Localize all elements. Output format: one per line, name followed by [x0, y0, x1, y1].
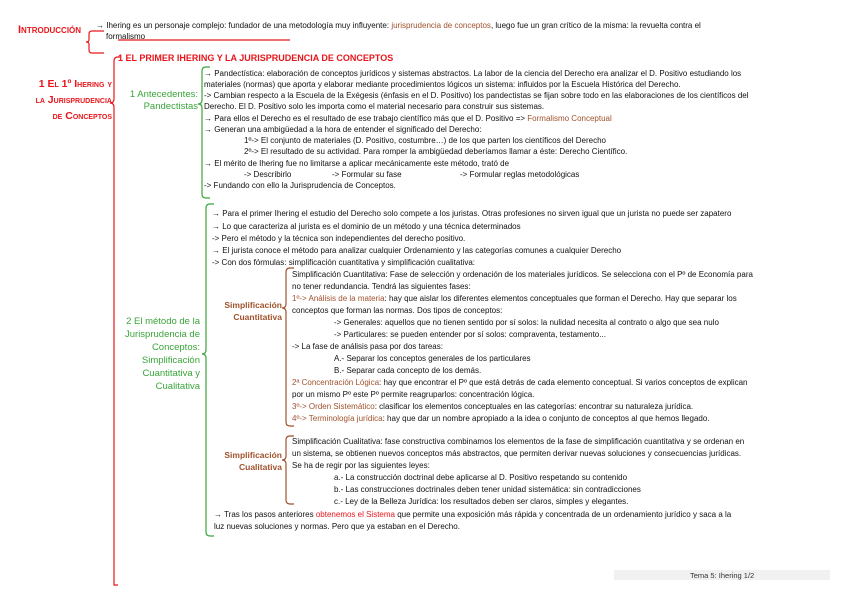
cualitativa-line: Simplificación Cualitativa: fase constructiva combinamos los elementos de la fase de simplificación cuantitativa y se ordenan en: [292, 437, 745, 446]
intro-highlight: jurisprudencia de conceptos: [391, 21, 491, 30]
section1-title-2: la Jurisprudencia: [35, 94, 112, 106]
cuantitativa-step-4: [292, 414, 710, 424]
antecedentes-line: Derecho. El D. Positivo solo les importa como el material necesario para construir sus sistemas.: [204, 102, 545, 111]
cuantitativa-line: -> Generales: aquellos que no tienen sentido por sí solos: la nulidad necesita al contrato o algo que sea nulo: [334, 318, 719, 327]
intro-line-2: formalismo: [106, 32, 146, 41]
closing-text-post: que permite una exposición más rápida y concentrada de un ordenamiento jurídico y saca a la: [397, 510, 732, 519]
cuantitativa-label-2: Cuantitativa: [233, 312, 282, 322]
cuantitativa-line: por un mismo Pº este Pº permite reagruparlos: concentración lógica.: [292, 390, 535, 399]
antecedentes-line: -> Formular su fase: [332, 170, 402, 179]
intro-bracket: [86, 31, 104, 53]
metodo-line: -> Con dos fórmulas: simplificación cuantitativa y simplificación cualitativa:: [212, 258, 475, 267]
closing-line-2: luz nuevas soluciones y normas. Pero que ya estaban en el Derecho.: [214, 522, 460, 531]
metodo-label-4: Simplificación: [141, 355, 200, 366]
cualitativa-line: Se ha de regir por las siguientes leyes:: [292, 461, 430, 470]
metodo-line: → Lo que caracteriza al jurista es el dominio de un método y una técnica determinados: [212, 222, 521, 231]
intro-text-post: , luego fue un gran crítico de la misma: la revuelta contra el: [490, 21, 701, 30]
metodo-label-6: Cualitativa: [155, 381, 200, 392]
metodo-label-3: Conceptos:: [151, 342, 200, 353]
metodo-line: → El jurista conoce el método para analizar cualquier Ordenamiento y las categorías comunes a cualquier Derecho: [212, 246, 622, 255]
antecedentes-line: → El mérito de Ihering fue no limitarse a aplicar mecánicamente este método, trató de: [204, 159, 510, 168]
section1-title-3: de Conceptos: [52, 110, 112, 122]
footer-label: Tema 5: Ihering 1/2: [690, 571, 755, 580]
cuantitativa-line: Simplificación Cuantitativa: Fase de selección y ordenación de los materiales jurídicos. Se selecciona con el Pº de Economía para: [292, 270, 753, 279]
antecedentes-line: 2º-> El resultado de su actividad. Para romper la ambigüedad deberíamos llamar a éste: Derecho Científico.: [244, 147, 628, 156]
cuantitativa-step-3: [292, 402, 693, 412]
cualitativa-label-2: Cualitativa: [239, 462, 282, 472]
antecedentes-line: → Pandectística: elaboración de conceptos jurídicos y sistemas abstractos. La labor de la ciencia del Derecho era analizar el D. Positivo estudiando los: [204, 69, 742, 78]
step-label: 4º-> Terminología jurídica: [292, 414, 383, 423]
closing-highlight: obtenemos el Sistema: [315, 510, 395, 519]
antecedentes-line: -> Describirlo: [244, 170, 292, 179]
intro-text: → Ihering es un personaje complejo: fundador de una metodología muy influyente:: [96, 21, 390, 30]
intro-label: Introducción: [18, 24, 82, 36]
formalismo-highlight: Formalismo Conceptual: [527, 114, 612, 123]
closing-line-1: [214, 510, 731, 520]
step-label: 1º-> Análisis de la materia: [292, 294, 385, 303]
cualitativa-line: a.- La construcción doctrinal debe aplicarse al D. Positivo respetando su contenido: [334, 473, 628, 482]
antecedentes-line: -> Cambian respecto a la Escuela de la Exégesis (énfasis en el D. Positivo) los pandectistas se fijan sobre todo en las elaboraciones de los científicos del: [204, 91, 749, 100]
metodo-line: -> Pero el método y la técnica son independientes del derecho positivo.: [212, 234, 466, 243]
metodo-line: → Para el primer Ihering el estudio del Derecho solo compete a los juristas. Otras profesiones no sirven igual que un jurista no puede ser zapatero: [212, 209, 732, 218]
section1-title-1: 1 El 1º Ihering y: [38, 78, 112, 90]
cuantitativa-line: no tener redundancia. Tendrá las siguientes fases:: [292, 282, 471, 291]
antecedentes-line: materiales (normas) que aporta y elaborar mediante procedimientos lógicos un sistema: influidos por la Escuela Histórica del Derecho.: [204, 80, 681, 89]
cualitativa-line: c.- Ley de la Belleza Jurídica: los resultados deben ser claros, simples y elegantes.: [334, 497, 629, 506]
cuantitativa-line: A.- Separar los conceptos generales de los particulares: [334, 354, 531, 363]
step-text: : hay que encontrar el Pº que está detrás de cada elemento conceptual. Si varios conceptos de explican: [379, 378, 748, 387]
cuantitativa-step-1: [292, 294, 737, 304]
antecedentes-label-1: 1 Antecedentes:: [129, 89, 198, 100]
antecedentes-line-formalismo: [204, 114, 612, 124]
cualitativa-label-1: Simplificación: [224, 450, 282, 460]
antecedentes-line: -> Formular reglas metodológicas: [460, 170, 580, 179]
closing-text: → Tras los pasos anteriores: [214, 510, 314, 519]
metodo-label-1: 2 El método de la: [126, 316, 200, 327]
cuantitativa-line: -> Particulares: se pueden entender por sí solos: compraventa, testamento...: [334, 330, 606, 339]
antecedentes-line: 1º-> El conjunto de materiales (D. Positivo, costumbre…) de los que parten los científicos del Derecho: [244, 136, 606, 145]
antecedentes-line: -> Fundando con ello la Jurisprudencia de Conceptos.: [204, 181, 396, 190]
step-text: : clasificar los elementos conceptuales en las categorías: encontrar su naturaleza jurídica.: [374, 402, 694, 411]
antecedentes-text: → Para ellos el Derecho es el resultado de ese trabajo científico más que el D. Positivo =>: [204, 114, 526, 123]
section1-subheading: 1 EL PRIMER IHERING Y LA JURISPRUDENCIA DE CONCEPTOS: [118, 53, 394, 63]
cuantitativa-label-1: Simplificación: [224, 300, 282, 310]
step-text: : hay que aislar los diferentes elementos conceptuales que forman el Derecho. Hay que separar los: [384, 294, 737, 303]
step-label: 3º-> Orden Sistemático: [292, 402, 375, 411]
cuantitativa-step-2: [292, 378, 748, 388]
step-label: 2ª Concentración Lógica: [292, 378, 380, 387]
step-text: : hay que dar un nombre apropiado a la idea o conjunto de conceptos al que hemos llegado.: [382, 414, 710, 423]
cualitativa-line: un sistema, se obtienen nuevos conceptos más abstractos, que permiten derivar nuevas soluciones y consecuencias jurídicas.: [292, 449, 742, 458]
cualitativa-line: b.- Las construcciones doctrinales deben tener unidad sistemática: sin contradicciones: [334, 485, 641, 494]
intro-line-1: [96, 21, 701, 31]
cuantitativa-line: -> La fase de análisis pasa por dos tareas:: [292, 342, 443, 351]
metodo-label-5: Cuantitativa y: [142, 368, 200, 379]
cuantitativa-line: B.- Separar cada concepto de los demás.: [334, 366, 482, 375]
cuantitativa-line: conceptos que forman las normas. Dos tipos de conceptos:: [292, 306, 503, 315]
antecedentes-line: → Generan una ambigüedad a la hora de entender el significado del Derecho:: [204, 125, 482, 134]
antecedentes-label-2: Pandectistas: [143, 101, 198, 112]
metodo-label-2: Jurisprudencia de: [125, 329, 200, 340]
